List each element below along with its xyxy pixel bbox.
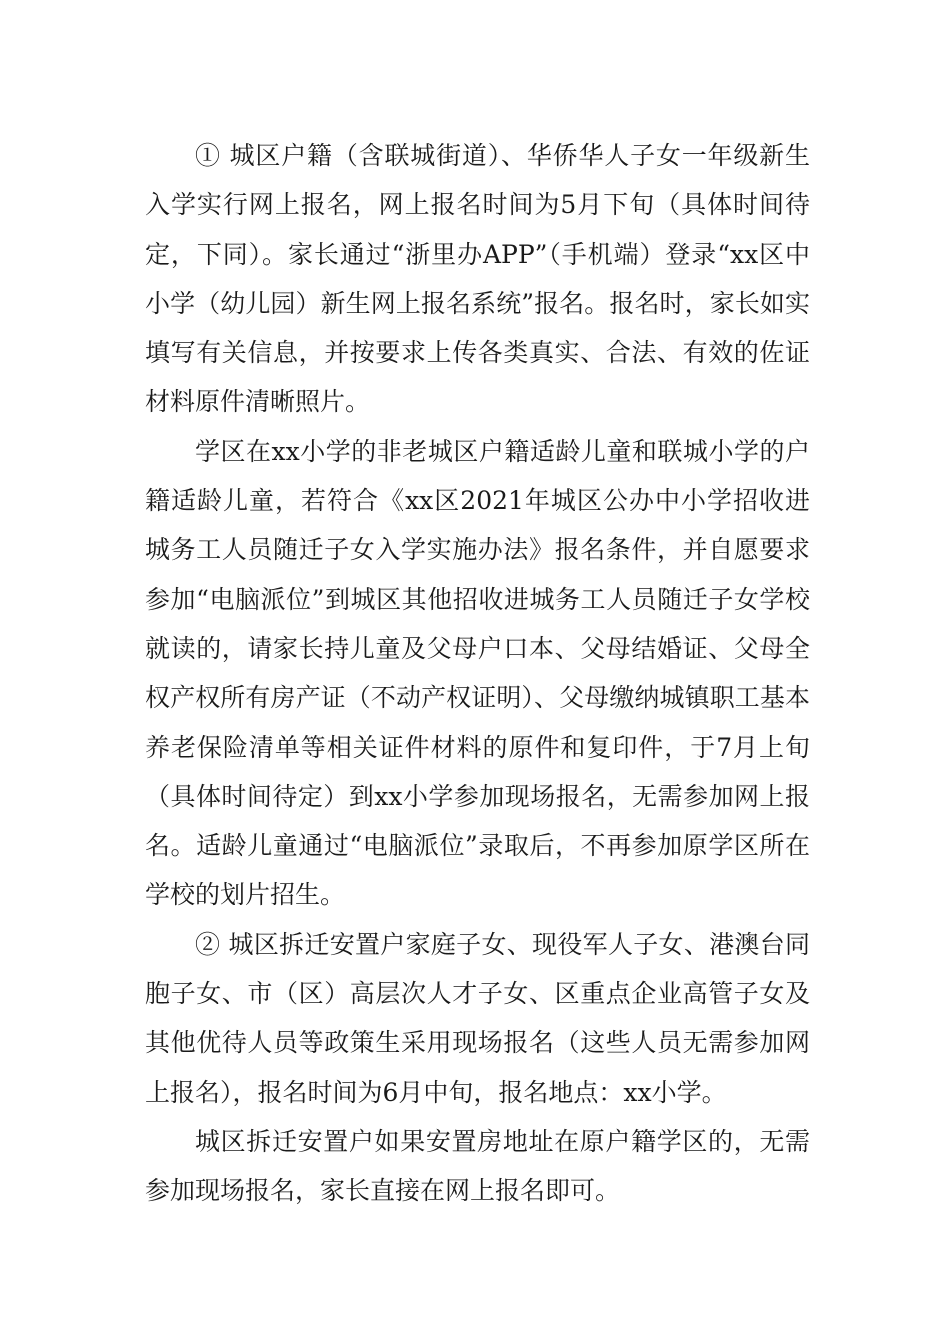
paragraph-1: ① 城区户籍（含联城街道）、华侨华人子女一年级新生入学实行网上报名，网上报名时间为5月下旬（具体时间待定，下同）。家长通过“浙里办APP”（手机端）登录“xx区中小学（幼儿园）新生网上报名系统”报名。报名时，家长如实填写有关信息，并按要求上传各类真实、合法、有效的佐证材料原件清晰照片。 xyxy=(145,141,810,417)
paragraph-3: ② 城区拆迁安置户家庭子女、现役军人子女、港澳台同胞子女、市（区）高层次人才子女、区重点企业高管子女及其他优待人员等政策生采用现场报名（这些人员无需参加网上报名），报名时间为6月中旬，报名地点：xx小学。 xyxy=(145,929,810,1107)
paragraph-2: 学区在xx小学的非老城区户籍适龄儿童和联城小学的户籍适龄儿童，若符合《xx区2021年城区公办中小学招收进城务工人员随迁子女入学实施办法》报名条件，并自愿要求参加“电脑派位”到城区其他招收进城务工人员随迁子女学校就读的，请家长持儿童及父母户口本、父母结婚证、父母全权产权所有房产证（不动产权证明）、父母缴纳城镇职工基本养老保险清单等相关证件材料的原件和复印件，于7月上旬（具体时间待定）到xx小学参加现场报名，无需参加网上报名。适龄儿童通过“电脑派位”录取后，不再参加原学区所在学校的划片招生。 xyxy=(145,436,810,910)
document-body xyxy=(145,131,810,1216)
paragraph-4: 城区拆迁安置户如果安置房地址在原户籍学区的，无需参加现场报名，家长直接在网上报名即可。 xyxy=(145,1126,810,1206)
